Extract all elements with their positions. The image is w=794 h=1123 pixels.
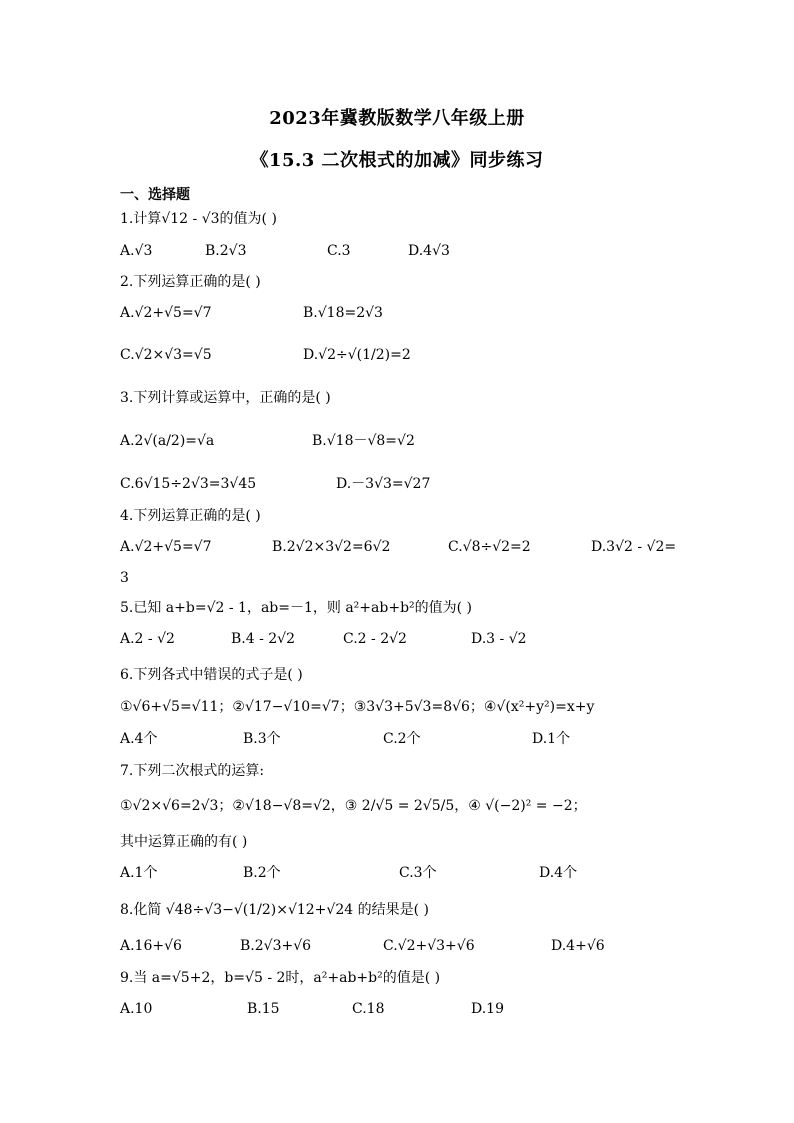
- question-5-option-d: D.3 - √2: [471, 631, 527, 647]
- document-subtitle: 《15.3 二次根式的加减》同步练习: [250, 150, 544, 171]
- question-3-option-c: C.6√15÷2√3=3√45: [120, 476, 257, 492]
- question-3-option-a: A.2√(a/2)=√a: [120, 433, 215, 449]
- question-1-option-b: B.2√3: [205, 243, 247, 259]
- question-1-stem: 1.计算√12 - √3的值为( ): [120, 211, 277, 227]
- question-6-expression: ①√6+√5=√11；②√17−√10=√7；③3√3+5√3=8√6；④√(x²+y²)=x+y: [120, 699, 595, 715]
- question-6-option-d: D.1个: [532, 731, 571, 747]
- question-6-stem: 6.下列各式中错误的式子是( ): [120, 667, 303, 683]
- question-5-option-c: C.2 - 2√2: [343, 631, 407, 647]
- question-3-stem: 3.下列计算或运算中，正确的是( ): [120, 390, 331, 406]
- question-8-option-d: D.4+√6: [551, 938, 605, 954]
- question-5-option-a: A.2 - √2: [120, 631, 175, 647]
- question-2-stem: 2.下列运算正确的是( ): [120, 274, 261, 290]
- question-9-option-c: C.18: [352, 1001, 385, 1017]
- question-9-stem: 9.当 a=√5+2，b=√5 - 2时，a²+ab+b²的值是( ): [120, 970, 441, 986]
- section-heading: 一、选择题: [120, 187, 190, 203]
- question-8-stem: 8.化简 √48÷√3−√(1/2)×√12+√24 的结果是( ): [120, 902, 429, 918]
- question-5-stem: 5.已知 a+b=√2 - 1，ab=－1，则 a²+ab+b²的值为( ): [120, 600, 473, 616]
- question-7-stem: 7.下列二次根式的运算:: [120, 763, 265, 779]
- question-8-option-a: A.16+√6: [120, 938, 182, 954]
- question-2-option-c: C.√2×√3=√5: [120, 347, 212, 363]
- question-9-option-d: D.19: [471, 1001, 504, 1017]
- document-title: 2023年冀教版数学八年级上册: [269, 108, 525, 129]
- question-8-option-b: B.2√3+√6: [240, 938, 312, 954]
- question-3-option-b: B.√18－√8=√2: [312, 433, 415, 449]
- question-4-stem: 4.下列运算正确的是( ): [120, 508, 261, 524]
- question-9-option-b: B.15: [247, 1001, 280, 1017]
- question-2-option-d: D.√2÷√(1/2)=2: [303, 347, 411, 363]
- question-7-expression: ①√2×√6=2√3；②√18−√8=√2，③ 2/√5 = 2√5/5，④ √(−2)² = −2；: [120, 798, 587, 814]
- question-6-option-c: C.2个: [383, 731, 421, 747]
- question-8-option-c: C.√2+√3+√6: [383, 938, 475, 954]
- question-4-option-b: B.2√2×3√2=6√2: [272, 539, 391, 555]
- question-7-stem-2: 其中运算正确的有( ): [120, 834, 248, 850]
- question-1-option-c: C.3: [327, 243, 351, 259]
- question-2-option-a: A.√2+√5=√7: [120, 305, 212, 321]
- question-2-option-b: B.√18=2√3: [303, 305, 383, 321]
- question-4-option-c: C.√8÷√2=2: [448, 539, 531, 555]
- question-5-option-b: B.4 - 2√2: [231, 631, 296, 647]
- question-1-option-a: A.√3: [120, 243, 153, 259]
- question-7-option-d: D.4个: [539, 865, 578, 881]
- question-1-option-d: D.4√3: [408, 243, 450, 259]
- question-9-option-a: A.10: [120, 1001, 153, 1017]
- question-7-option-b: B.2个: [243, 865, 281, 881]
- question-4-option-a: A.√2+√5=√7: [120, 539, 212, 555]
- question-7-option-c: C.3个: [399, 865, 437, 881]
- question-4-option-d: D.3√2 - √2=: [591, 539, 677, 555]
- question-6-option-b: B.3个: [243, 731, 281, 747]
- question-4-option-d-continued: 3: [120, 570, 129, 586]
- question-6-option-a: A.4个: [120, 731, 158, 747]
- question-7-option-a: A.1个: [120, 865, 158, 881]
- question-3-option-d: D.－3√3=√27: [336, 476, 431, 492]
